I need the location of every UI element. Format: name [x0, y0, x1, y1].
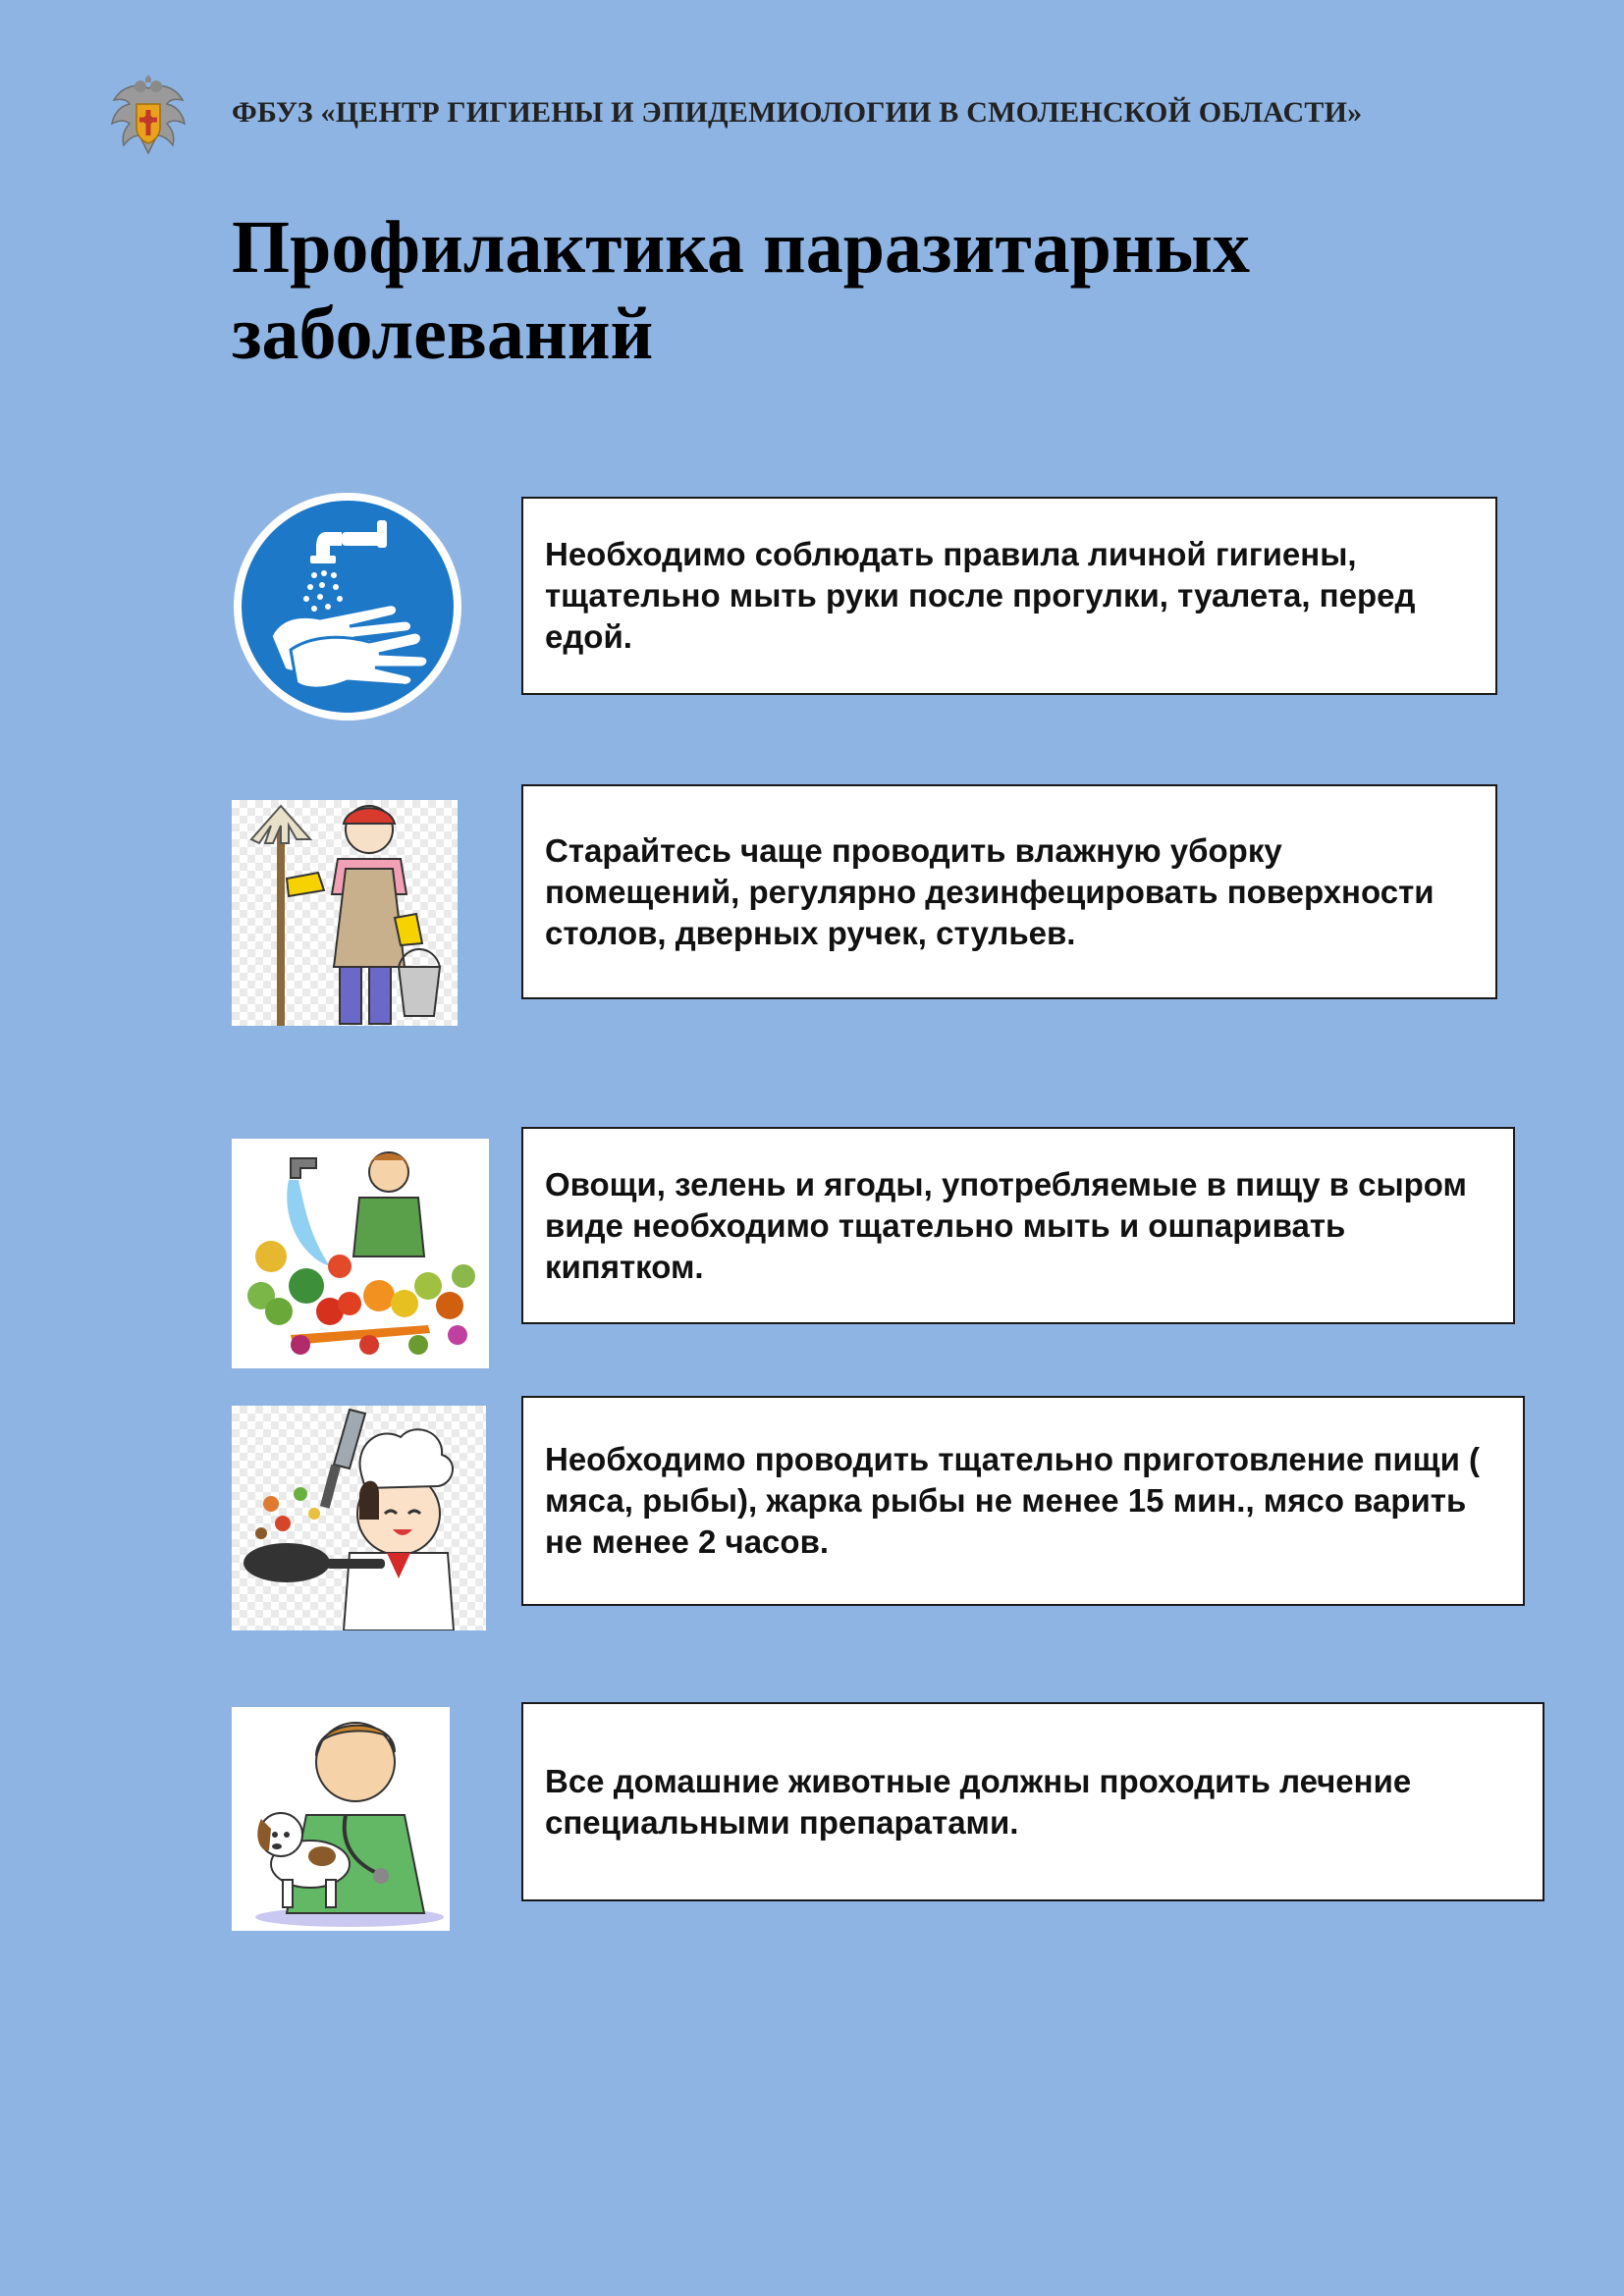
- veterinarian-dog-icon: [232, 1707, 450, 1931]
- tip-text: Овощи, зелень и ягоды, употребляемые в пищу в сыром виде необходимо тщательно мыть и ошпаривать кипятком.: [545, 1165, 1467, 1285]
- tip-text: Необходимо соблюдать правила личной гигиены, тщательно мыть руки после прогулки, туалета, перед едой.: [545, 536, 1416, 655]
- tip-text: Старайтесь чаще проводить влажную уборку помещений, регулярно дезинфецировать поверхности столов, дверных ручек, стульев.: [545, 831, 1435, 951]
- page-title: [232, 204, 1250, 377]
- tip-text: Все домашние животные должны проходить лечение специальными препаратами.: [545, 1762, 1412, 1841]
- tip-card-hygiene: [521, 497, 1497, 695]
- tip-card-vegetables: [521, 1127, 1515, 1324]
- cook-icon: [232, 1406, 486, 1630]
- page-title-line-1: Профилактика паразитарных: [232, 206, 1250, 289]
- tip-card-pets: [521, 1702, 1544, 1901]
- tip-card-cooking: [521, 1396, 1525, 1606]
- hand-washing-icon: [232, 489, 463, 724]
- tip-text: Необходимо проводить тщательно приготовление пищи ( мяса, рыбы), жарка рыбы не менее 15 мин., мясо варить не менее 2 часов.: [545, 1441, 1481, 1560]
- coat-of-arms-icon: [108, 75, 189, 163]
- page-title-line-2: заболеваний: [232, 293, 654, 375]
- washing-vegetables-icon: [232, 1139, 489, 1368]
- tip-card-cleaning: [521, 784, 1497, 999]
- organization-name: ФБУЗ «ЦЕНТР ГИГИЕНЫ И ЭПИДЕМИОЛОГИИ В СМОЛЕНСКОЙ ОБЛАСТИ»: [232, 96, 1363, 129]
- cleaning-woman-icon: [232, 800, 458, 1026]
